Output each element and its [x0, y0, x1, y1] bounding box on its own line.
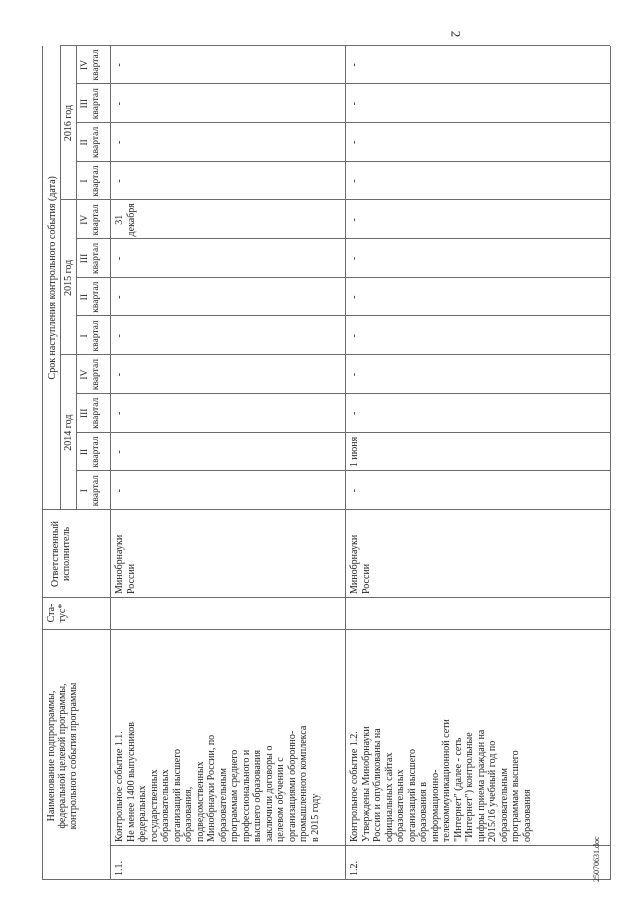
quarter-cell: -: [114, 179, 125, 183]
quarter-cell: -: [349, 218, 360, 222]
responsible-column-header: Ответственный исполнитель: [50, 521, 72, 587]
quarter-column-rule: [76, 238, 610, 239]
quarter-header: III квартал: [80, 88, 101, 120]
quarter-header: I квартал: [80, 475, 101, 507]
quarter-header: I квартал: [80, 165, 101, 197]
quarter-column-rule: [60, 354, 610, 355]
quarter-cell: -: [114, 372, 125, 377]
quarter-cell: -: [349, 140, 360, 145]
deadline-column-header: Срок наступления контрольного события (дата): [47, 176, 58, 380]
quarter-header: IV квартал: [80, 204, 101, 236]
quarter-cell: 1 июня: [349, 436, 360, 468]
quarter-cell: -: [114, 256, 125, 261]
row-number: 1.1.: [114, 861, 125, 876]
page-number: 2: [448, 30, 464, 38]
deadline-header-rule: [60, 46, 61, 510]
quarter-cell: -: [349, 256, 360, 261]
quarter-cell: -: [349, 488, 360, 493]
event-name: Контрольное событие 1.2. Утверждены Минобрнауки России и опубликованы на официальных сайтах образовательных организаций высшего образования в информационно- телекоммуникационной сети "Интернет" (далее - сеть "Интернет") контрольные цифры приема граждан на 2015/16 учебный год по образовательным программам высшего образования: [349, 719, 533, 842]
quarter-column-rule: [76, 470, 610, 471]
responsible-executor: Минобрнауки России: [349, 534, 372, 594]
column-rule: [42, 597, 610, 598]
quarter-cell: -: [349, 63, 360, 67]
quarter-cell: -: [114, 295, 125, 299]
quarter-header: II квартал: [80, 436, 101, 468]
quarter-column-rule: [76, 316, 610, 317]
quarter-column-rule: [76, 393, 610, 394]
table-left-border: [42, 879, 610, 880]
quarter-cell: 31 декабря: [114, 203, 137, 237]
quarter-column-rule: [76, 122, 610, 123]
year-header: 2014 год: [63, 414, 74, 451]
table-top-border: [42, 46, 43, 880]
document-footer: 25070631.doc: [592, 836, 601, 882]
row-number: 1.2.: [349, 861, 360, 876]
event-name: Контрольное событие 1.1. Не менее 1400 выпускников федеральных государственных образовательных организаций высшего образования, подведомственных Минобрнауки России, по образовательным программам среднего профессионального и высшего образования заключили договоры о целевом обучении с организациями оборонно- промышленного комплекса в 2015 году: [114, 721, 321, 842]
document-sheet: [20, 20, 620, 880]
quarter-header: IV квартал: [80, 359, 101, 391]
control-events-table: [20, 20, 620, 880]
quarter-column-rule: [76, 83, 610, 84]
name-column-header: Наименование подпрограммы, федеральной целевой программы, контрольного события программы: [46, 682, 79, 830]
quarter-column-rule: [60, 45, 610, 46]
quarter-cell: -: [114, 101, 125, 106]
quarter-cell: -: [114, 63, 125, 67]
quarter-header: III квартал: [80, 397, 101, 429]
quarter-cell: -: [114, 411, 125, 415]
column-rule: [42, 629, 610, 630]
table-bottom-border: [610, 46, 611, 880]
quarter-cell: -: [349, 372, 360, 377]
quarter-column-rule: [76, 161, 610, 162]
year-header: 2016 год: [63, 104, 74, 142]
quarter-column-rule: [76, 277, 610, 278]
row-separator: [345, 46, 346, 880]
column-rule: [110, 845, 610, 846]
status-column-header: Ста- тус*: [46, 603, 68, 623]
quarter-column-rule: [60, 199, 610, 200]
quarter-cell: -: [349, 411, 360, 415]
quarter-header: IV квартал: [80, 49, 101, 81]
year-header: 2015 год: [63, 259, 74, 296]
quarter-header: III квартал: [80, 242, 101, 275]
quarter-cell: -: [114, 450, 125, 454]
quarter-header: I квартал: [80, 320, 101, 352]
quarter-cell: -: [349, 334, 360, 338]
quarter-cell: -: [114, 140, 125, 145]
quarter-cell: -: [349, 179, 360, 183]
quarter-cell: -: [349, 295, 360, 299]
quarter-column-rule: [76, 432, 610, 433]
quarter-cell: -: [114, 334, 125, 338]
quarter-cell: -: [349, 101, 360, 106]
header-bottom-rule: [110, 46, 111, 880]
quarter-header: II квартал: [80, 281, 101, 313]
quarter-header: II квартал: [80, 126, 101, 158]
responsible-executor: Минобрнауки России: [114, 534, 137, 594]
quarter-cell: -: [114, 488, 125, 493]
